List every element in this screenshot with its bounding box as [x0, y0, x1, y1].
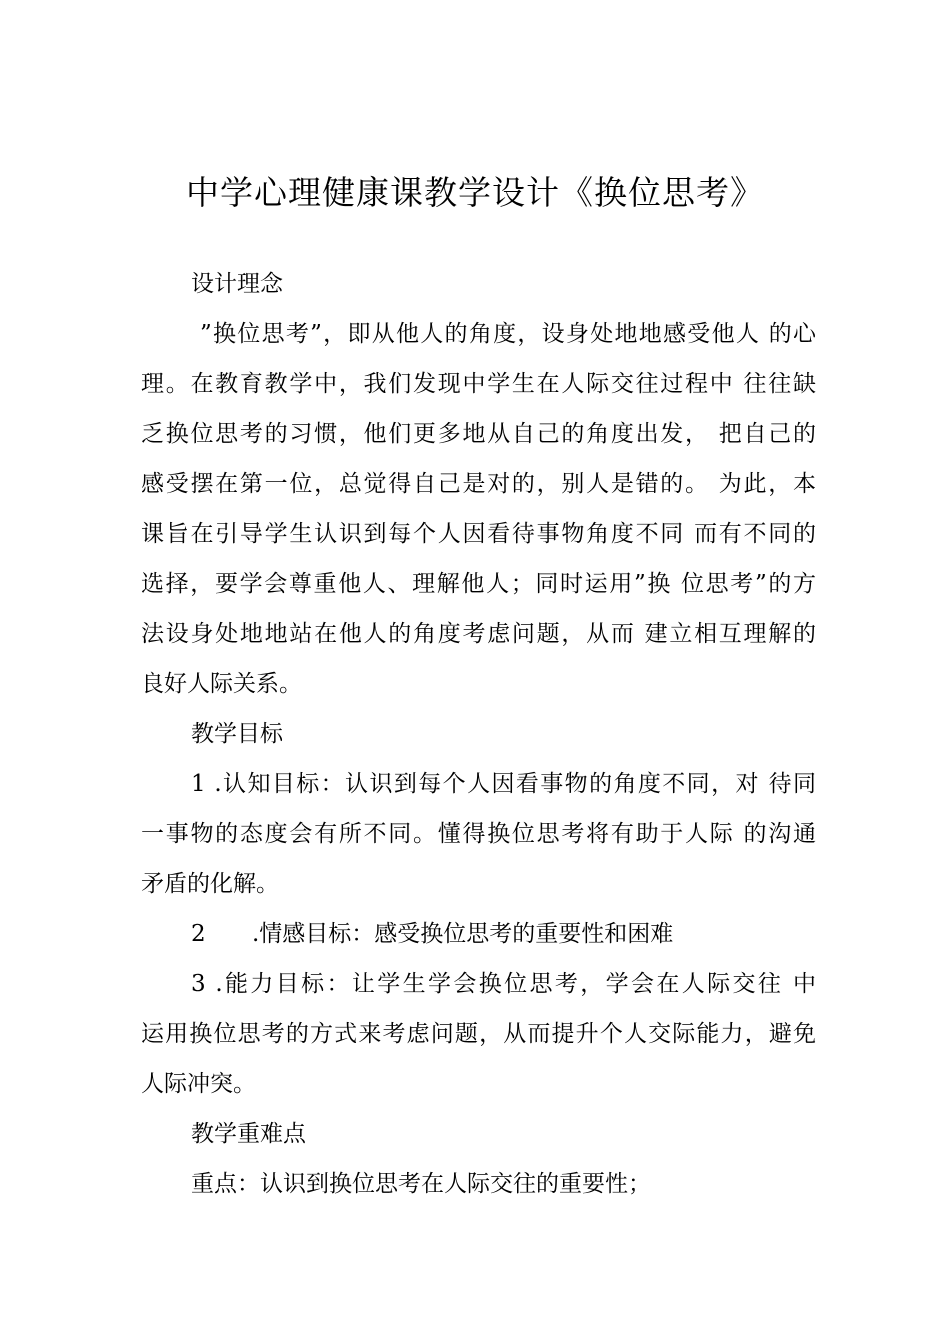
section-heading-design-concept: 设计理念 — [191, 271, 283, 297]
paragraph-line: 感受摆在第一位，总觉得自己是对的，别人是错的。 为此，本 — [141, 471, 816, 497]
paragraph-line: 选择，要学会尊重他人、理解他人；同时运用”换 位思考”的方 — [141, 571, 816, 597]
section-heading-key-points: 教学重难点 — [191, 1121, 306, 1147]
paragraph-line: 乏换位思考的习惯，他们更多地从自己的角度出发， 把自己的 — [141, 421, 816, 447]
goal-2-number: 2 — [191, 921, 206, 947]
section-heading-teaching-goals: 教学目标 — [191, 721, 283, 747]
goal-1-line: 矛盾的化解。 — [141, 871, 279, 897]
paragraph-line: 理。在教育教学中，我们发现中学生在人际交往过程中 往往缺 — [141, 371, 816, 397]
goal-3-line: 运用换位思考的方式来考虑问题，从而提升个人交际能力，避免 — [141, 1021, 816, 1047]
paragraph-line: 课旨在引导学生认识到每个人因看待事物角度不同 而有不同的 — [141, 521, 816, 547]
goal-2-text: .情感目标：感受换位思考的重要性和困难 — [252, 921, 674, 947]
document-title: 中学心理健康课教学设计《换位思考》 — [186, 173, 764, 212]
paragraph-line: 良好人际关系。 — [141, 671, 302, 697]
key-point-line: 重点：认识到换位思考在人际交往的重要性； — [191, 1171, 651, 1197]
goal-1-line: 1 .认知目标：认识到每个人因看事物的角度不同，对 待同 — [191, 771, 816, 797]
goal-3-line: 人际冲突。 — [141, 1071, 256, 1097]
goal-1-line: 一事物的态度会有所不同。懂得换位思考将有助于人际 的沟通 — [141, 821, 816, 847]
paragraph-line: 法设身处地地站在他人的角度考虑问题，从而 建立相互理解的 — [141, 621, 816, 647]
goal-3-line: 3 .能力目标：让学生学会换位思考，学会在人际交往 中 — [191, 971, 816, 997]
paragraph-line: ”换位思考”，即从他人的角度，设身处地地感受他人 的心 — [200, 321, 816, 347]
